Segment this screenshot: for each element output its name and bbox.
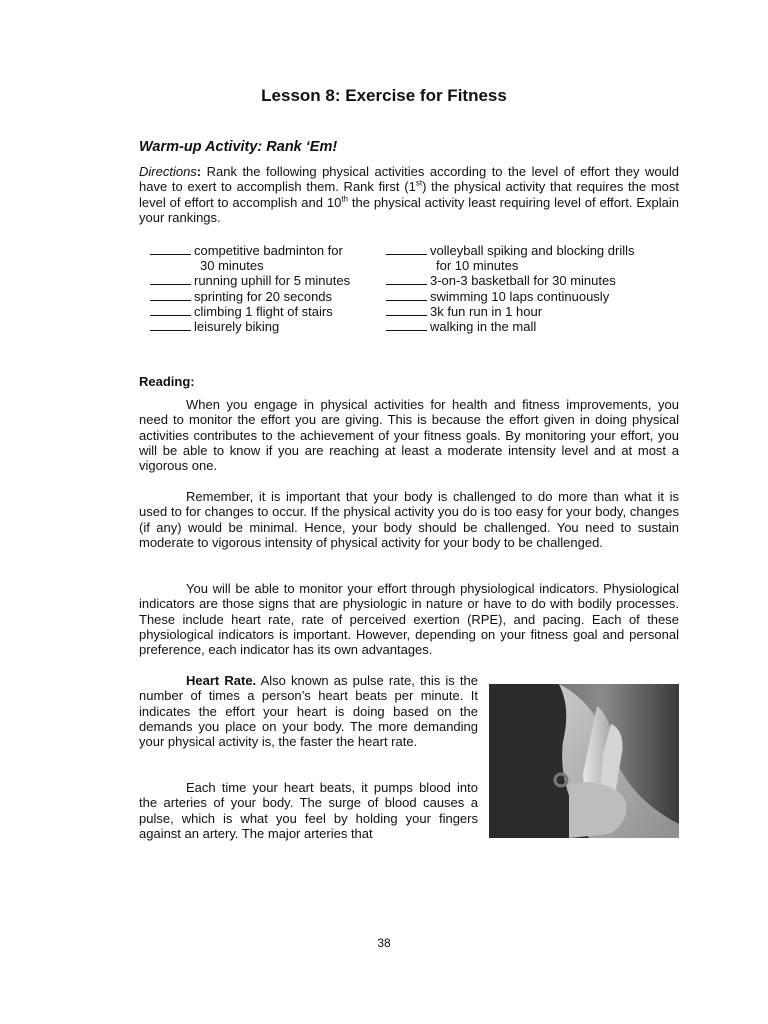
- directions-label: Directions: [139, 164, 197, 179]
- activity-label: climbing 1 flight of stairs: [194, 303, 333, 319]
- heart-rate-paragraph: [139, 673, 478, 749]
- reading-paragraph-3: [139, 581, 679, 657]
- rank-blank[interactable]: [386, 273, 427, 285]
- activity-list-right: [386, 243, 686, 334]
- activity-item: [386, 273, 686, 288]
- heart-rate-text: Also known as pulse rate, this is the number of times a person’s heart beats per minute. It indicates the effort your heart is doing based on the demands you place on your body. The more demanding your physical activity is, the faster the heart rate.: [139, 673, 478, 750]
- warmup-title: Warm-up Activity: Rank ‘Em!: [139, 139, 338, 155]
- activity-item: [150, 304, 380, 319]
- pulse-paragraph: [139, 780, 478, 841]
- sup-first: st: [415, 178, 423, 188]
- activity-label: running uphill for 5 minutes: [194, 273, 351, 289]
- activity-label: competitive badminton for: [194, 243, 343, 258]
- rank-blank[interactable]: [150, 289, 191, 301]
- activity-label: 3-on-3 basketball for 30 minutes: [430, 273, 616, 289]
- rank-blank[interactable]: [386, 243, 427, 255]
- page-number: 38: [377, 936, 391, 950]
- directions-text-b: ) the physical activity that requires the most level of effort to accomplish and 10: [139, 179, 679, 210]
- reading-paragraph-1: [139, 397, 679, 473]
- activity-label: swimming 10 laps continuously: [430, 288, 610, 304]
- directions-text-c: the physical activity least requiring level of effort. Explain your rankings.: [139, 194, 679, 225]
- page-title: Lesson 8: Exercise for Fitness: [261, 86, 507, 105]
- reading-text: You will be able to monitor your effort through physiological indicators. Physiological indicators are those signs that are physiologic in nature or have to do with bodily processes. These include heart rate, rate of perceived exertion (RPE), and pacing. Each of these physiological indicators is important. However, depending on your fitness goal and personal preference, each indicator has its own advantages.: [139, 581, 679, 658]
- activity-item: [150, 319, 380, 334]
- activity-item: [386, 319, 686, 334]
- reading-text: Remember, it is important that your body is challenged to do more than what it is used to for changes to occur. If the physical activity you do is too easy for your body, changes (if any) would be minimal. Hence, your body should be challenged. You need to sustain moderate to vigorous intensity of physical activity for your body to be challenged.: [139, 489, 679, 550]
- directions-colon: :: [196, 164, 202, 179]
- pulse-check-photo: [489, 684, 679, 838]
- activity-item: [386, 243, 686, 273]
- heart-rate-term: Heart Rate.: [186, 673, 257, 688]
- pulse-text: Each time your heart beats, it pumps blood into the arteries of your body. The surge of blood causes a pulse, which is what you feel by holding your fingers against an artery. The major arteries that: [139, 780, 478, 841]
- rank-blank[interactable]: [386, 289, 427, 301]
- activity-item: [150, 243, 380, 273]
- activity-label: 3k fun run in 1 hour: [430, 303, 543, 319]
- reading-text: When you engage in physical activities for health and fitness improvements, you need to monitor the effort you are giving. This is because the effort given in doing physical activities contributes to the achievement of your fitness goals. By monitoring your effort, you will be able to know if you are reaching at least a moderate intensity level and at most a vigorous one.: [139, 397, 679, 474]
- rank-blank[interactable]: [150, 243, 191, 255]
- activity-label: sprinting for 20 seconds: [194, 288, 333, 304]
- sup-tenth: th: [341, 194, 348, 204]
- activity-label-continued: 30 minutes: [200, 258, 264, 274]
- activity-list-left: [150, 243, 380, 334]
- activity-item: [150, 273, 380, 288]
- activity-item: [150, 289, 380, 304]
- activity-label: volleyball spiking and blocking drills: [430, 243, 635, 258]
- rank-blank[interactable]: [386, 319, 427, 331]
- activity-label: leisurely biking: [194, 319, 280, 335]
- rank-blank[interactable]: [150, 304, 191, 316]
- activity-label-continued: for 10 minutes: [436, 258, 519, 274]
- rank-blank[interactable]: [386, 304, 427, 316]
- activity-item: [386, 304, 686, 319]
- activity-item: [386, 289, 686, 304]
- rank-blank[interactable]: [150, 319, 191, 331]
- reading-paragraph-2: [139, 489, 679, 550]
- reading-title: Reading:: [139, 374, 195, 389]
- directions-text-a: Rank the following physical activities according to the level of effort they would have to exert to accomplish them. Rank first (1: [139, 164, 679, 195]
- rank-blank[interactable]: [150, 273, 191, 285]
- activity-label: walking in the mall: [430, 319, 537, 335]
- neck-pulse-illustration: [489, 684, 679, 838]
- directions-paragraph: [139, 164, 679, 225]
